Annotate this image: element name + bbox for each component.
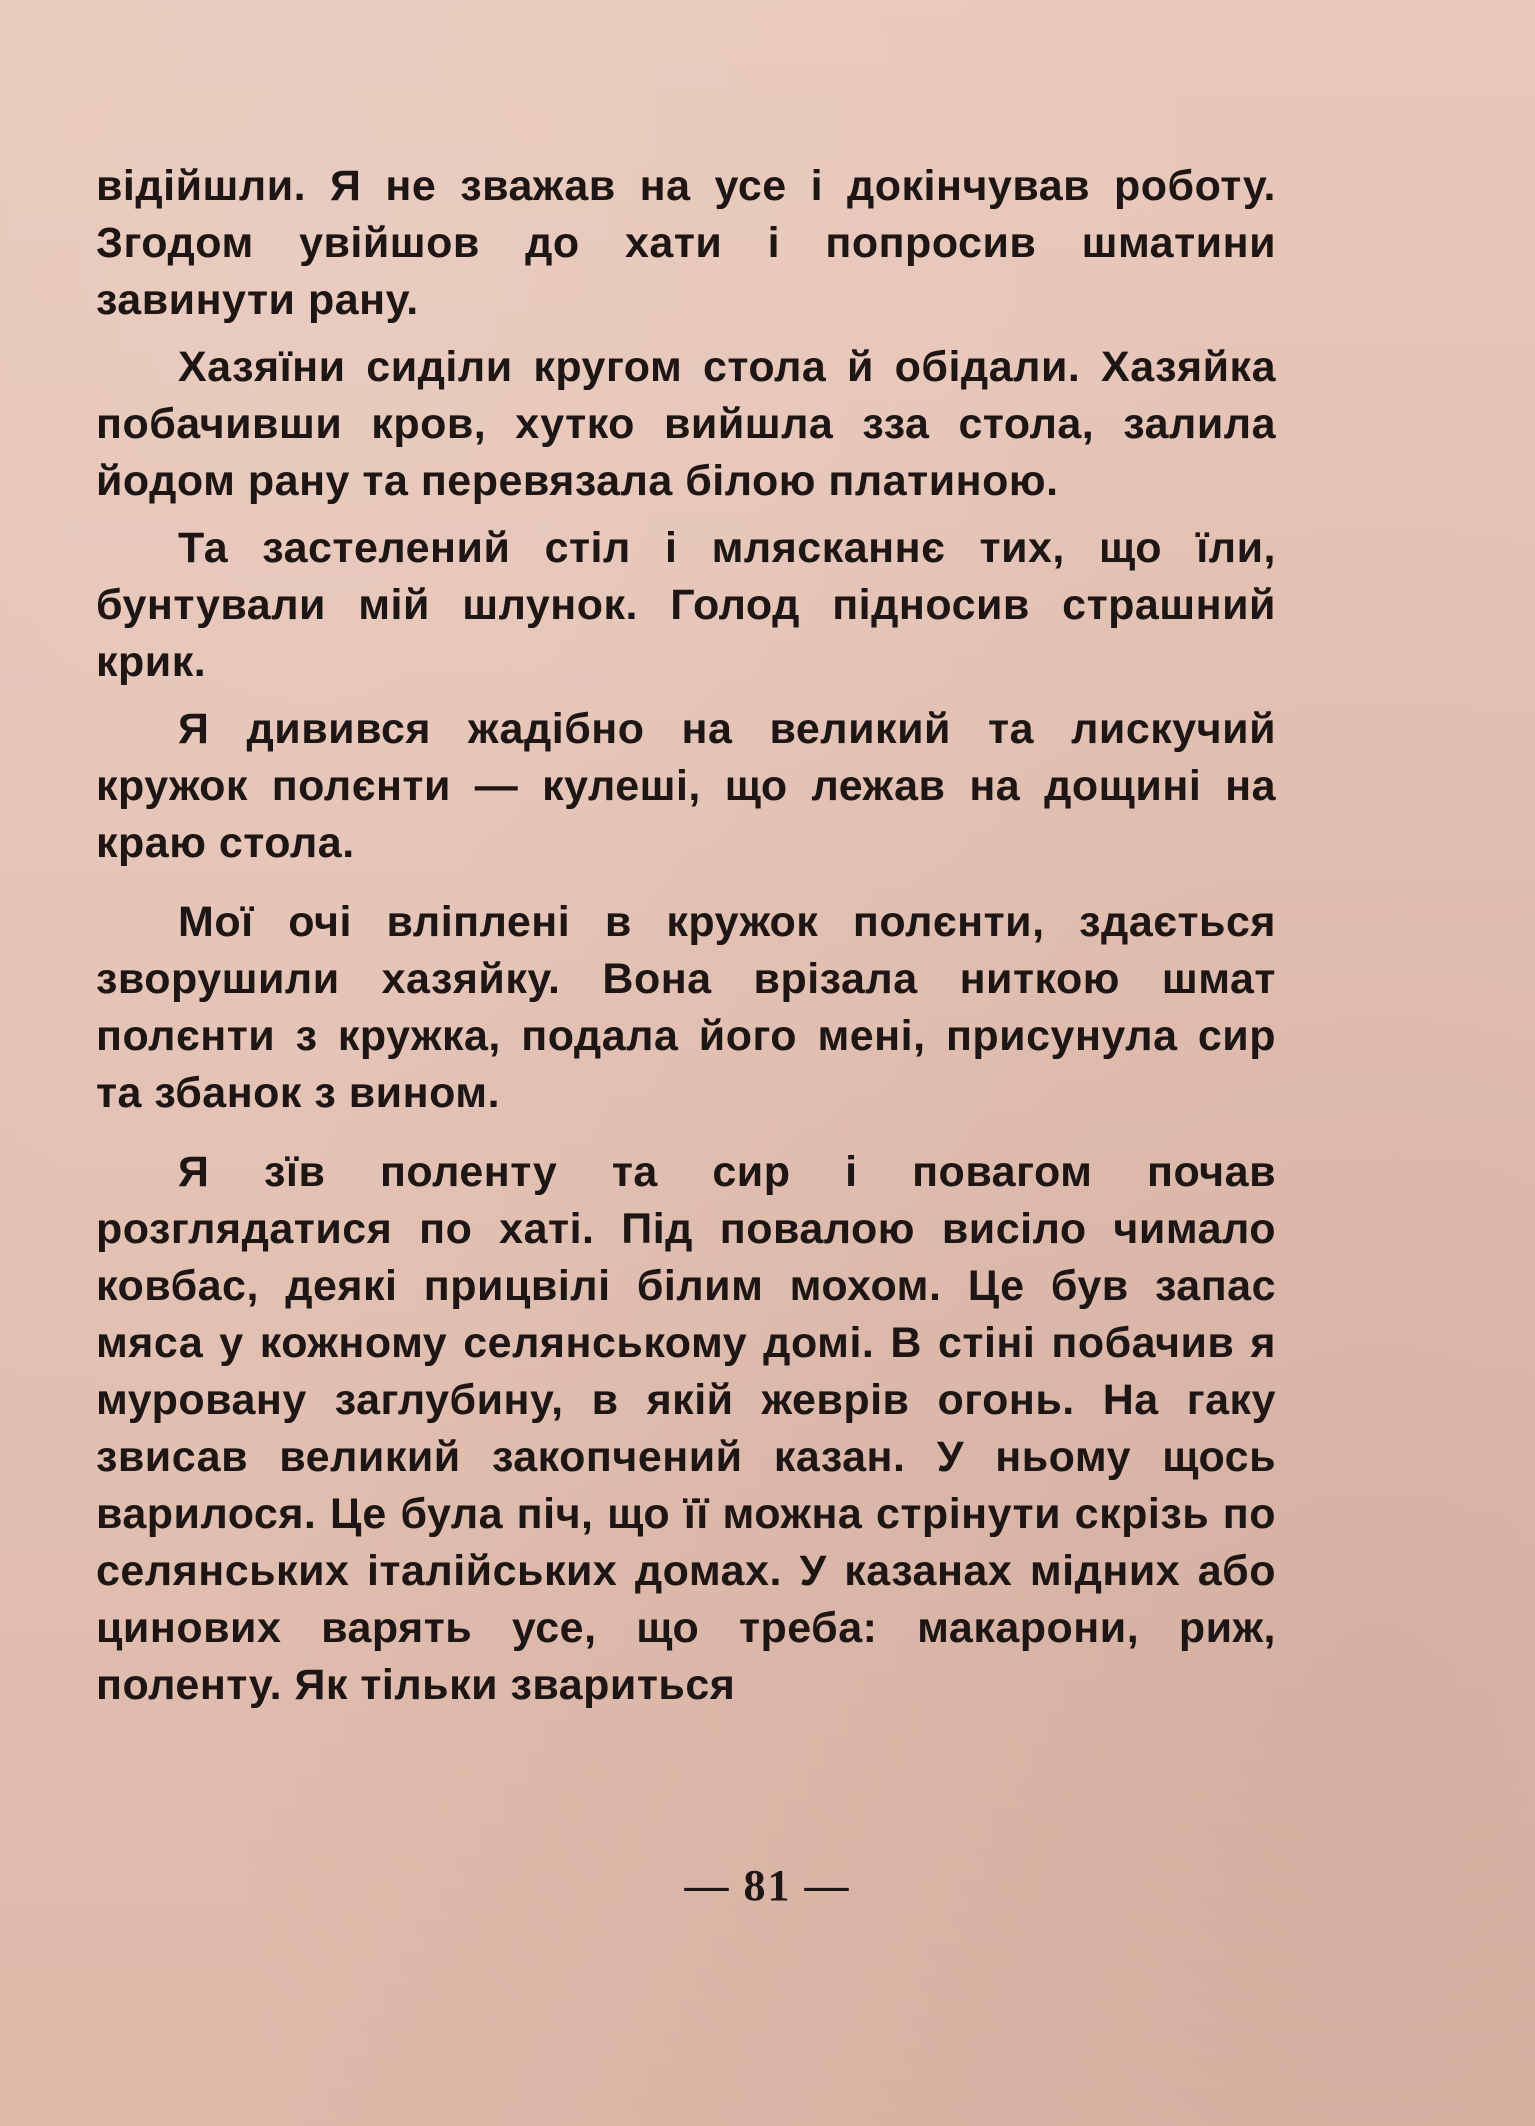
- page-number: — 81 —: [684, 1861, 851, 1910]
- body-text: [96, 158, 1276, 1714]
- paragraph-4: Я дивився жадібно на великий та лискучий кружок полєнти — кулеші, що лежав на дощині на краю стола.: [96, 705, 1276, 867]
- paragraph-5: Мої очі вліплені в кружок полєнти, здається зворушили хазяйку. Вона врізала ниткою шмат полєнти з кружка, подала його мені, присунула сир та збанок з вином.: [96, 898, 1276, 1117]
- paragraph-2: Хазяїни сиділи кругом стола й обідали. Хазяйка побачивши кров, хутко вийшла зза стола, залила йодом рану та перевязала білою платиною.: [96, 343, 1276, 505]
- paragraph-1: відійшли. Я не зважав на усе і докінчував роботу. Згодом увійшов до хати і попросив шматини завинути рану.: [96, 162, 1276, 324]
- paragraph-3: Та застелений стіл і млясканнє тих, що їли, бунтували мій шлунок. Голод підносив страшний крик.: [96, 524, 1276, 686]
- paragraph-6: Я зїв поленту та сир і повагом почав розглядатися по хаті. Під повалою висіло чимало ковбас, деякі прицвілі білим мохом. Це був запас мяса у кожному селянському домі. В стіні побачив я муровану заглубину, в якій жеврів огонь. На гаку звисав великий закопчений казан. У ньому щось варилося. Це була піч, що її можна стрінути скрізь по селянських італійських домах. У казанах мідних або цинових варять усе, що треба: макарони, риж, поленту. Як тільки звариться: [96, 1148, 1276, 1709]
